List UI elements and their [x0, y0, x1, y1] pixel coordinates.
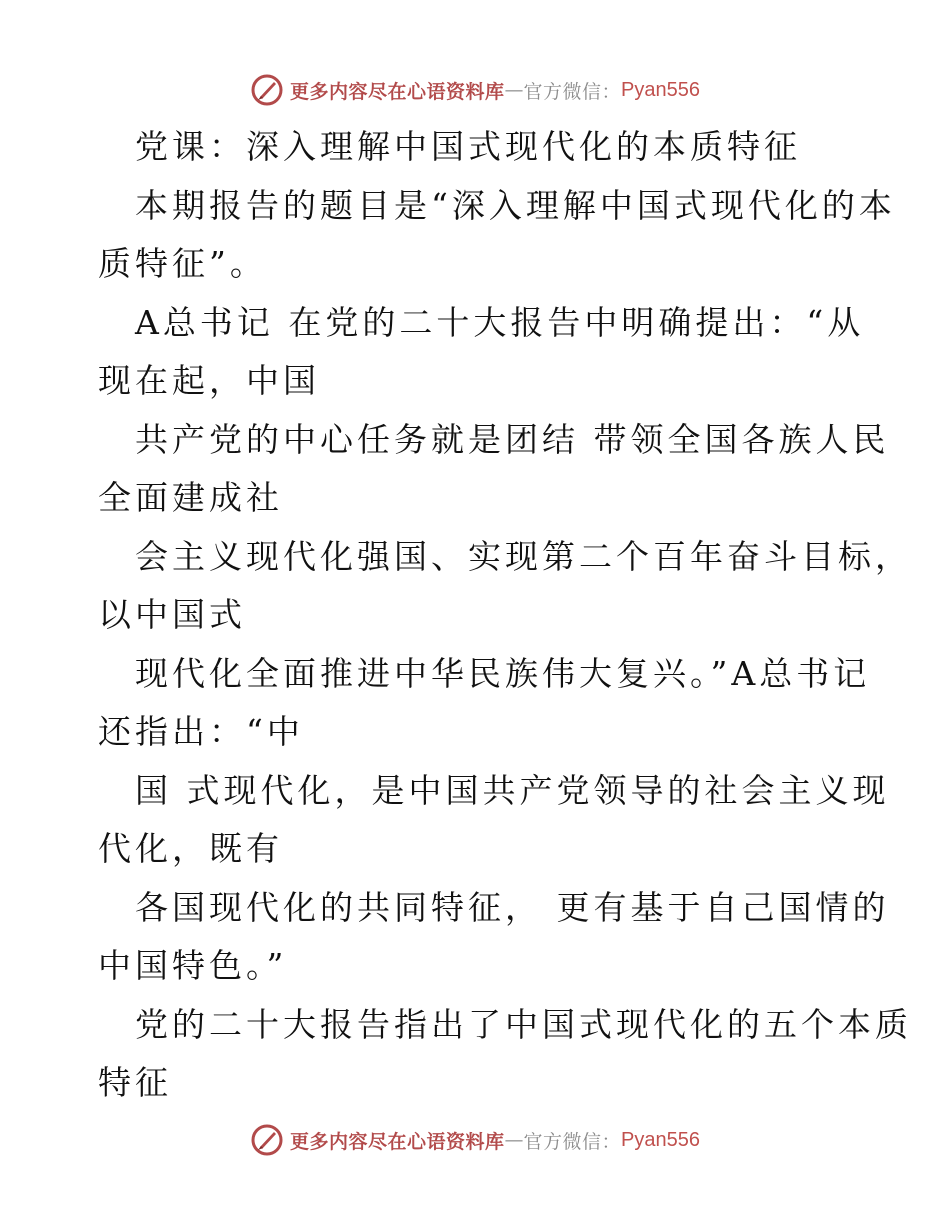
text-line: 党的二十大报告指出了中国式现代化的五个本质 — [135, 1004, 912, 1044]
header-watermark — [0, 70, 950, 110]
text-line: 以中国式 — [98, 595, 246, 634]
text-line: 质特征”。 — [98, 244, 267, 283]
text-line: 各国现代化的共同特征， 更有基于自己国情的 — [135, 887, 890, 927]
text-line: 还指出：“中 — [98, 712, 304, 751]
text-line: A总书记 在党的二十大报告中明确提出：“从 — [135, 302, 865, 342]
watermark-wechat-label: 官方微信： — [523, 1130, 622, 1153]
footer-watermark — [0, 1120, 950, 1160]
document-body — [98, 118, 912, 1113]
text-line: 特征 — [98, 1063, 172, 1102]
quill-pen-circle-icon — [250, 73, 284, 107]
watermark-brand: 更多内容尽在心语资料库 — [290, 80, 505, 103]
text-line: 共产党的中心任务就是团结 带领全国各族人民 — [135, 419, 890, 459]
watermark-wechat-id: Pyan556 — [621, 78, 700, 101]
text-line: 本期报告的题目是“深入理解中国式现代化的本 — [135, 185, 896, 225]
text-line: 中国特色。” — [98, 946, 288, 985]
text-line: 国 式现代化，是中国共产党领导的社会主义现 — [135, 770, 890, 810]
text-line: 现代化全面推进中华民族伟大复兴。”A总书记 — [135, 653, 871, 693]
text-line: 全面建成社 — [98, 478, 283, 517]
watermark-separator: — — [504, 79, 524, 101]
text-line: 会主义现代化强国、实现第二个百年奋斗目标， — [135, 536, 912, 576]
quill-pen-circle-icon — [250, 1123, 284, 1157]
watermark-wechat-label: 官方微信： — [523, 80, 622, 103]
text-line: 现在起，中国 — [98, 361, 320, 400]
watermark-brand: 更多内容尽在心语资料库 — [290, 1130, 505, 1153]
document-title-line: 党课：深入理解中国式现代化的本质特征 — [135, 127, 801, 166]
watermark-wechat-id: Pyan556 — [621, 1128, 700, 1151]
text-line: 代化，既有 — [98, 829, 283, 868]
watermark-separator: — — [504, 1129, 524, 1151]
